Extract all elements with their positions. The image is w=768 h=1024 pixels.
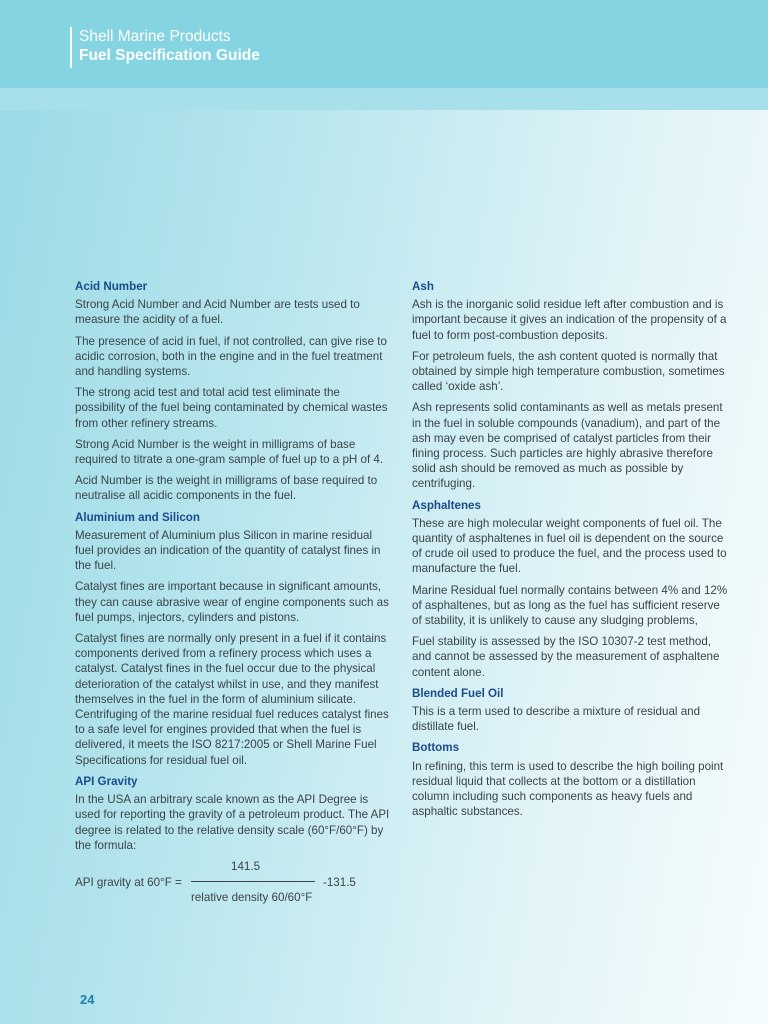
paragraph: For petroleum fuels, the ash content quoted is normally that obtained by simple high temperature combustion, sometimes called ‘oxide ash’. <box>412 349 725 394</box>
fraction-bar <box>191 881 315 882</box>
paragraph: Marine Residual fuel normally contains between 4% and 12% of asphaltenes, but as long as the fuel has sufficient reserve of stability, it is unlikely to cause any sludging problems, <box>412 583 728 628</box>
brand-title <box>70 27 260 68</box>
ash-heading: Ash <box>412 280 434 293</box>
asphaltenes-heading: Asphaltenes <box>412 498 481 512</box>
api-gravity-heading: API Gravity <box>75 774 138 788</box>
paragraph: This is a term used to describe a mixture of residual and distillate fuel. <box>412 705 701 734</box>
brand-line2: Fuel Specification Guide <box>79 47 260 64</box>
paragraph: Catalyst fines are important because in significant amounts, they can cause abrasive wear of engine components such as fuel pumps, injectors, cylinders and pistons. <box>75 580 389 624</box>
aluminium-silicon-heading: Aluminium and Silicon <box>75 510 200 524</box>
paragraph: Catalyst fines are normally only present in a fuel if it contains components derived from a refinery process which uses a catalyst. Catalyst fines in the fuel occur due to the physical deterioration of the catalyst whilst in use, and they manifest themselves in the fuel in the form of aluminium silicate. Centrifuging of the marine residual fuel reduces catalyst fines to a safe level for engines provided that when the fuel is delivered, it meets the ISO 8217:2005 or Shell Marine Fuel Specifications for residual fuel oil. <box>75 632 389 767</box>
brand-line1: Shell Marine Products <box>79 28 231 45</box>
right-column <box>412 279 730 826</box>
blended-fuel-oil-heading: Blended Fuel Oil <box>412 686 504 700</box>
paragraph: The strong acid test and total acid test eliminate the possibility of the fuel being contaminated by chemical wastes from other refinery streams. <box>75 386 388 430</box>
left-column <box>75 279 393 905</box>
bottoms-heading: Bottoms <box>412 741 460 755</box>
formula-lhs: API gravity at 60°F = <box>75 875 182 889</box>
paragraph: In refining, this term is used to describe the high boiling point residual liquid that collects at the bottom or a distillation column including such components as heavy fuels and asphaltic substances. <box>412 759 724 819</box>
paragraph: Strong Acid Number is the weight in milligrams of base required to titrate a one-gram sample of fuel up to a pH of 4. <box>75 437 384 467</box>
paragraph: Fuel stability is assessed by the ISO 10307-2 test method, and cannot be assessed by the measurement of asphaltene content alone. <box>412 635 720 679</box>
paragraph: These are high molecular weight components of fuel oil. The quantity of asphaltenes in fuel oil is dependent on the source of crude oil used to produce the fuel, and the process used to manufacture the fuel. <box>412 516 727 576</box>
formula-numerator: 141.5 <box>231 859 261 873</box>
paragraph: Measurement of Aluminium plus Silicon in marine residual fuel provides an indication of the quantity of catalyst fines in the fuel. <box>75 528 381 573</box>
page-number: 24 <box>80 992 95 1007</box>
header-rule <box>0 88 768 110</box>
formula-denominator: relative density 60/60°F <box>191 890 313 904</box>
paragraph: The presence of acid in fuel, if not controlled, can give rise to acidic corrosion, both in the engine and in the fuel treatment and handling systems. <box>75 334 387 379</box>
paragraph: Strong Acid Number and Acid Number are tests used to measure the acidity of a fuel. <box>75 298 360 327</box>
paragraph: Ash is the inorganic solid residue left after combustion and is important because it gives an indication of the propensity of a fuel to form post-combustion deposits. <box>412 298 727 342</box>
paragraph: Acid Number is the weight in milligrams of base required to neutralise all acidic components in the fuel. <box>75 474 378 503</box>
paragraph: In the USA an arbitrary scale known as the API Degree is used for reporting the gravity of a petroleum product. The API degree is related to the relative density scale (60°F/60°F) by the formula: <box>75 793 390 852</box>
api-formula <box>75 859 393 905</box>
acid-number-heading: Acid Number <box>75 280 148 293</box>
paragraph: Ash represents solid contaminants as well as metals present in the fuel in soluble compounds (vanadium), and part of the ash may even be comprised of catalyst particles from their fining process. Such particles are highly abrasive therefore solid ash should be removed as much as possible by centrifuging. <box>412 401 723 491</box>
formula-constant: -131.5 <box>323 875 356 889</box>
